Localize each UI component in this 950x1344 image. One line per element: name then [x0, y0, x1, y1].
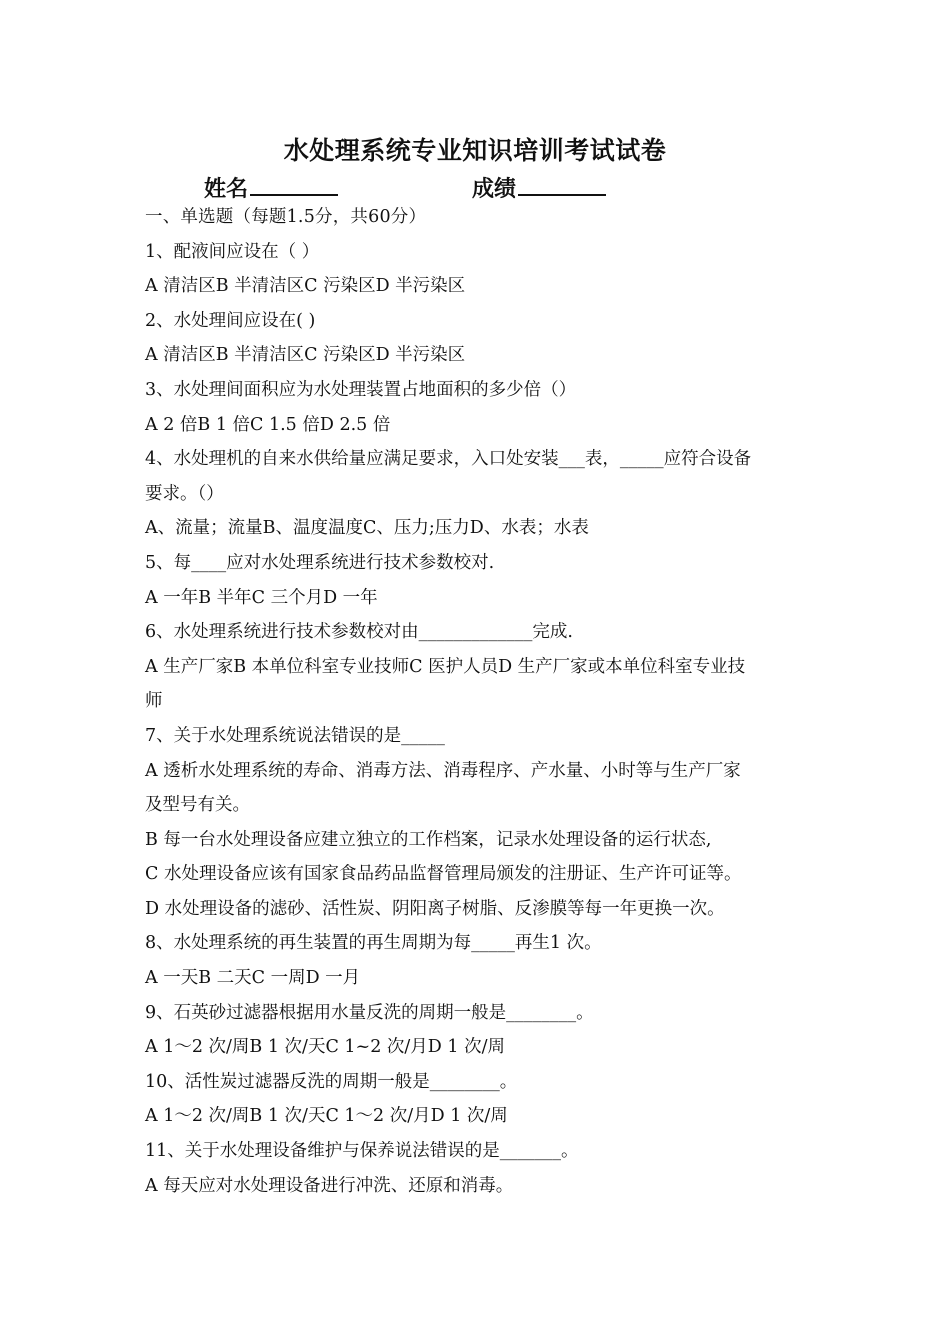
question-1-options: A 清洁区B 半清洁区C 污染区D 半污染区 — [145, 276, 466, 297]
question-9-options: A 1～2 次/周B 1 次/天C 1~2 次/月D 1 次/周 — [145, 1037, 505, 1058]
question-8-options: A 一天B 二天C 一周D 一月 — [145, 968, 361, 989]
question-4: 4、水处理机的自来水供给量应满足要求，入口处安装___表，_____应符合设备 — [145, 449, 752, 470]
name-label: 姓名 — [204, 176, 249, 202]
score-field — [472, 172, 606, 202]
question-10-options: A 1～2 次/周B 1 次/天C 1～2 次/月D 1 次/周 — [145, 1106, 508, 1127]
question-5: 5、每____应对水处理系统进行技术参数校对. — [145, 552, 495, 573]
question-11: 11、关于水处理设备维护与保养说法错误的是_______。 — [145, 1141, 579, 1162]
question-10: 10、活性炭过滤器反洗的周期一般是________。 — [145, 1071, 518, 1092]
question-7-option-c: C 水处理设备应该有国家食品药品监督管理局颁发的注册证、生产许可证等。 — [145, 864, 742, 885]
question-2-options: A 清洁区B 半清洁区C 污染区D 半污染区 — [145, 345, 466, 366]
question-7-option-d: D 水处理设备的滤砂、活性炭、阴阳离子树脂、反渗膜等每一年更换一次。 — [145, 898, 725, 919]
question-7: 7、关于水处理系统说法错误的是_____ — [145, 725, 445, 746]
question-2: 2、水处理间应设在( ) — [145, 310, 316, 331]
question-3: 3、水处理间面积应为水处理装置占地面积的多少倍（） — [145, 379, 577, 400]
question-11-option-a: A 每天应对水处理设备进行冲洗、还原和消毒。 — [145, 1175, 514, 1196]
question-list — [145, 200, 815, 1203]
question-7-option-a-continued: 及型号有关。 — [145, 795, 250, 816]
question-1: 1、配液间应设在（ ） — [145, 241, 320, 262]
question-4-options: A、流量；流量B、温度温度C、压力;压力D、水表；水表 — [145, 518, 589, 539]
score-blank — [518, 172, 606, 196]
question-6-options: A 生产厂家B 本单位科室专业技师C 医护人员D 生产厂家或本单位科室专业技 — [145, 656, 746, 677]
question-7-option-a: A 透析水处理系统的寿命、消毒方法、消毒程序、产水量、小时等与生产厂家 — [145, 760, 741, 781]
section-heading: 一、单选题（每题1.5分，共60分） — [145, 207, 427, 227]
name-blank — [250, 172, 338, 196]
name-field — [204, 172, 338, 202]
question-9: 9、石英砂过滤器根据用水量反洗的周期一般是________。 — [145, 1002, 594, 1023]
question-8: 8、水处理系统的再生装置的再生周期为每_____再生1 次。 — [145, 933, 602, 954]
question-6-options-continued: 师 — [145, 691, 163, 712]
question-7-option-b: B 每一台水处理设备应建立独立的工作档案，记录水处理设备的运行状态, — [145, 829, 712, 850]
score-label: 成绩 — [472, 176, 517, 202]
question-4-continued: 要求。（） — [145, 483, 224, 504]
exam-title: 水处理系统专业知识培训考试试卷 — [283, 136, 667, 165]
question-6: 6、水处理系统进行技术参数校对由_____________完成. — [145, 622, 573, 643]
question-3-options: A 2 倍B 1 倍C 1.5 倍D 2.5 倍 — [145, 414, 391, 435]
question-5-options: A 一年B 半年C 三个月D 一年 — [145, 587, 378, 608]
